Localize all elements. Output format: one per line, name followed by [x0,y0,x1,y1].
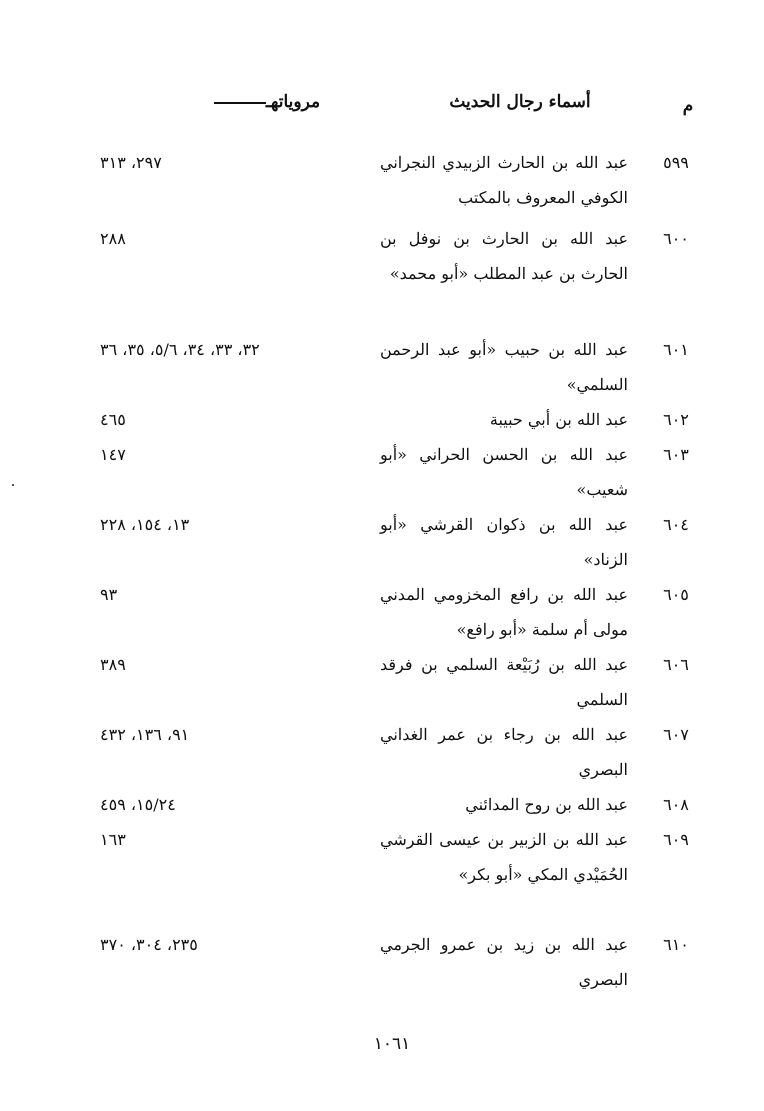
entry-refs: ٤٦٥ [100,410,126,429]
entry-name: عبد الله بن روح المدائني [465,795,628,814]
entry-refs: ١٤٧ [100,445,126,464]
entry-number: ٦٠٨ [663,795,689,814]
list-item [0,332,764,402]
entry-name: عبد الله بن رافع المخزومي المدني مولى أم سلمة «أبو رافع» [380,585,628,639]
list-item [0,647,764,717]
entry-number: ٦٠٥ [663,585,689,604]
header-number: م [682,96,694,116]
narrator-list [0,145,764,997]
entry-number: ٦٠٧ [663,725,689,744]
header-narrator-names: أسماء رجال الحديث [449,92,591,112]
entry-name: عبد الله بن الزبير بن عيسى القرشي الحُمَيْدي المكي «أبو بكر» [380,830,628,884]
entry-name: عبد الله بن ذكوان القرشي «أبو الزناد» [380,515,628,569]
entry-refs: ١٦٣ [100,830,126,849]
entry-number: ٦٠٩ [663,830,689,849]
entry-number: ٥٩٩ [663,153,689,172]
entry-refs: ٣٢، ٣٣، ٣٤، ٥/٦، ٣٥، ٣٦ [100,340,260,359]
table-header [0,92,764,122]
entry-refs: ٢٣٥، ٣٠٤، ٣٧٠ [100,935,198,954]
entry-number: ٦٠٠ [663,229,689,248]
entry-name: عبد الله بن رجاء بن عمر الغداني البصري [380,725,628,779]
entry-name: عبد الله بن حبيب «أبو عبد الرحمن السلمي» [380,340,628,394]
list-item [0,927,764,997]
list-item [0,402,764,437]
scan-speck [12,484,14,486]
entry-name: عبد الله بن الحسن الحراني «أبو شعيب» [380,445,628,499]
list-item [0,145,764,215]
entry-name: عبد الله بن أبي حبيبة [489,410,628,429]
page-number: ١٠٦١ [373,1034,411,1054]
entry-refs: ٢٩٧، ٣١٣ [100,153,162,172]
list-item [0,577,764,647]
header-tatweel-line [214,102,266,104]
entry-refs: ١٣، ١٥٤، ٢٢٨ [100,515,190,534]
entry-refs: ٣٨٩ [100,655,126,674]
entry-number: ٦٠١ [663,340,689,359]
entry-refs: ١٥/٢٤، ٤٥٩ [100,795,176,814]
list-item [0,787,764,822]
entry-refs: ٩١، ١٣٦، ٤٣٢ [100,725,190,744]
entry-name: عبد الله بن رُبَيْعة السلمي بن فرقد السلمي [380,655,628,709]
header-narrations [196,92,336,112]
header-narrations-label: مروياتهـ [265,92,321,112]
entry-name: عبد الله بن الحارث الزبيدي النجراني الكوفي المعروف بالمكتب [380,153,628,207]
entry-name: عبد الله بن زيد بن عمرو الجرمي البصري [380,935,628,989]
entry-number: ٦٠٢ [663,410,689,429]
entry-number: ٦٠٣ [663,445,689,464]
entry-refs: ٩٣ [100,585,118,604]
list-item [0,717,764,787]
list-item [0,507,764,577]
page-footer [0,1034,764,1054]
list-item [0,221,764,326]
list-item [0,437,764,507]
entry-number: ٦١٠ [663,935,689,954]
entry-number: ٦٠٦ [663,655,689,674]
entry-name: عبد الله بن الحارث بن نوفل بن الحارث بن عبد المطلب «أبو محمد» [380,229,628,283]
list-item [0,822,764,927]
entry-number: ٦٠٤ [663,515,689,534]
entry-refs: ٢٨٨ [100,229,126,248]
